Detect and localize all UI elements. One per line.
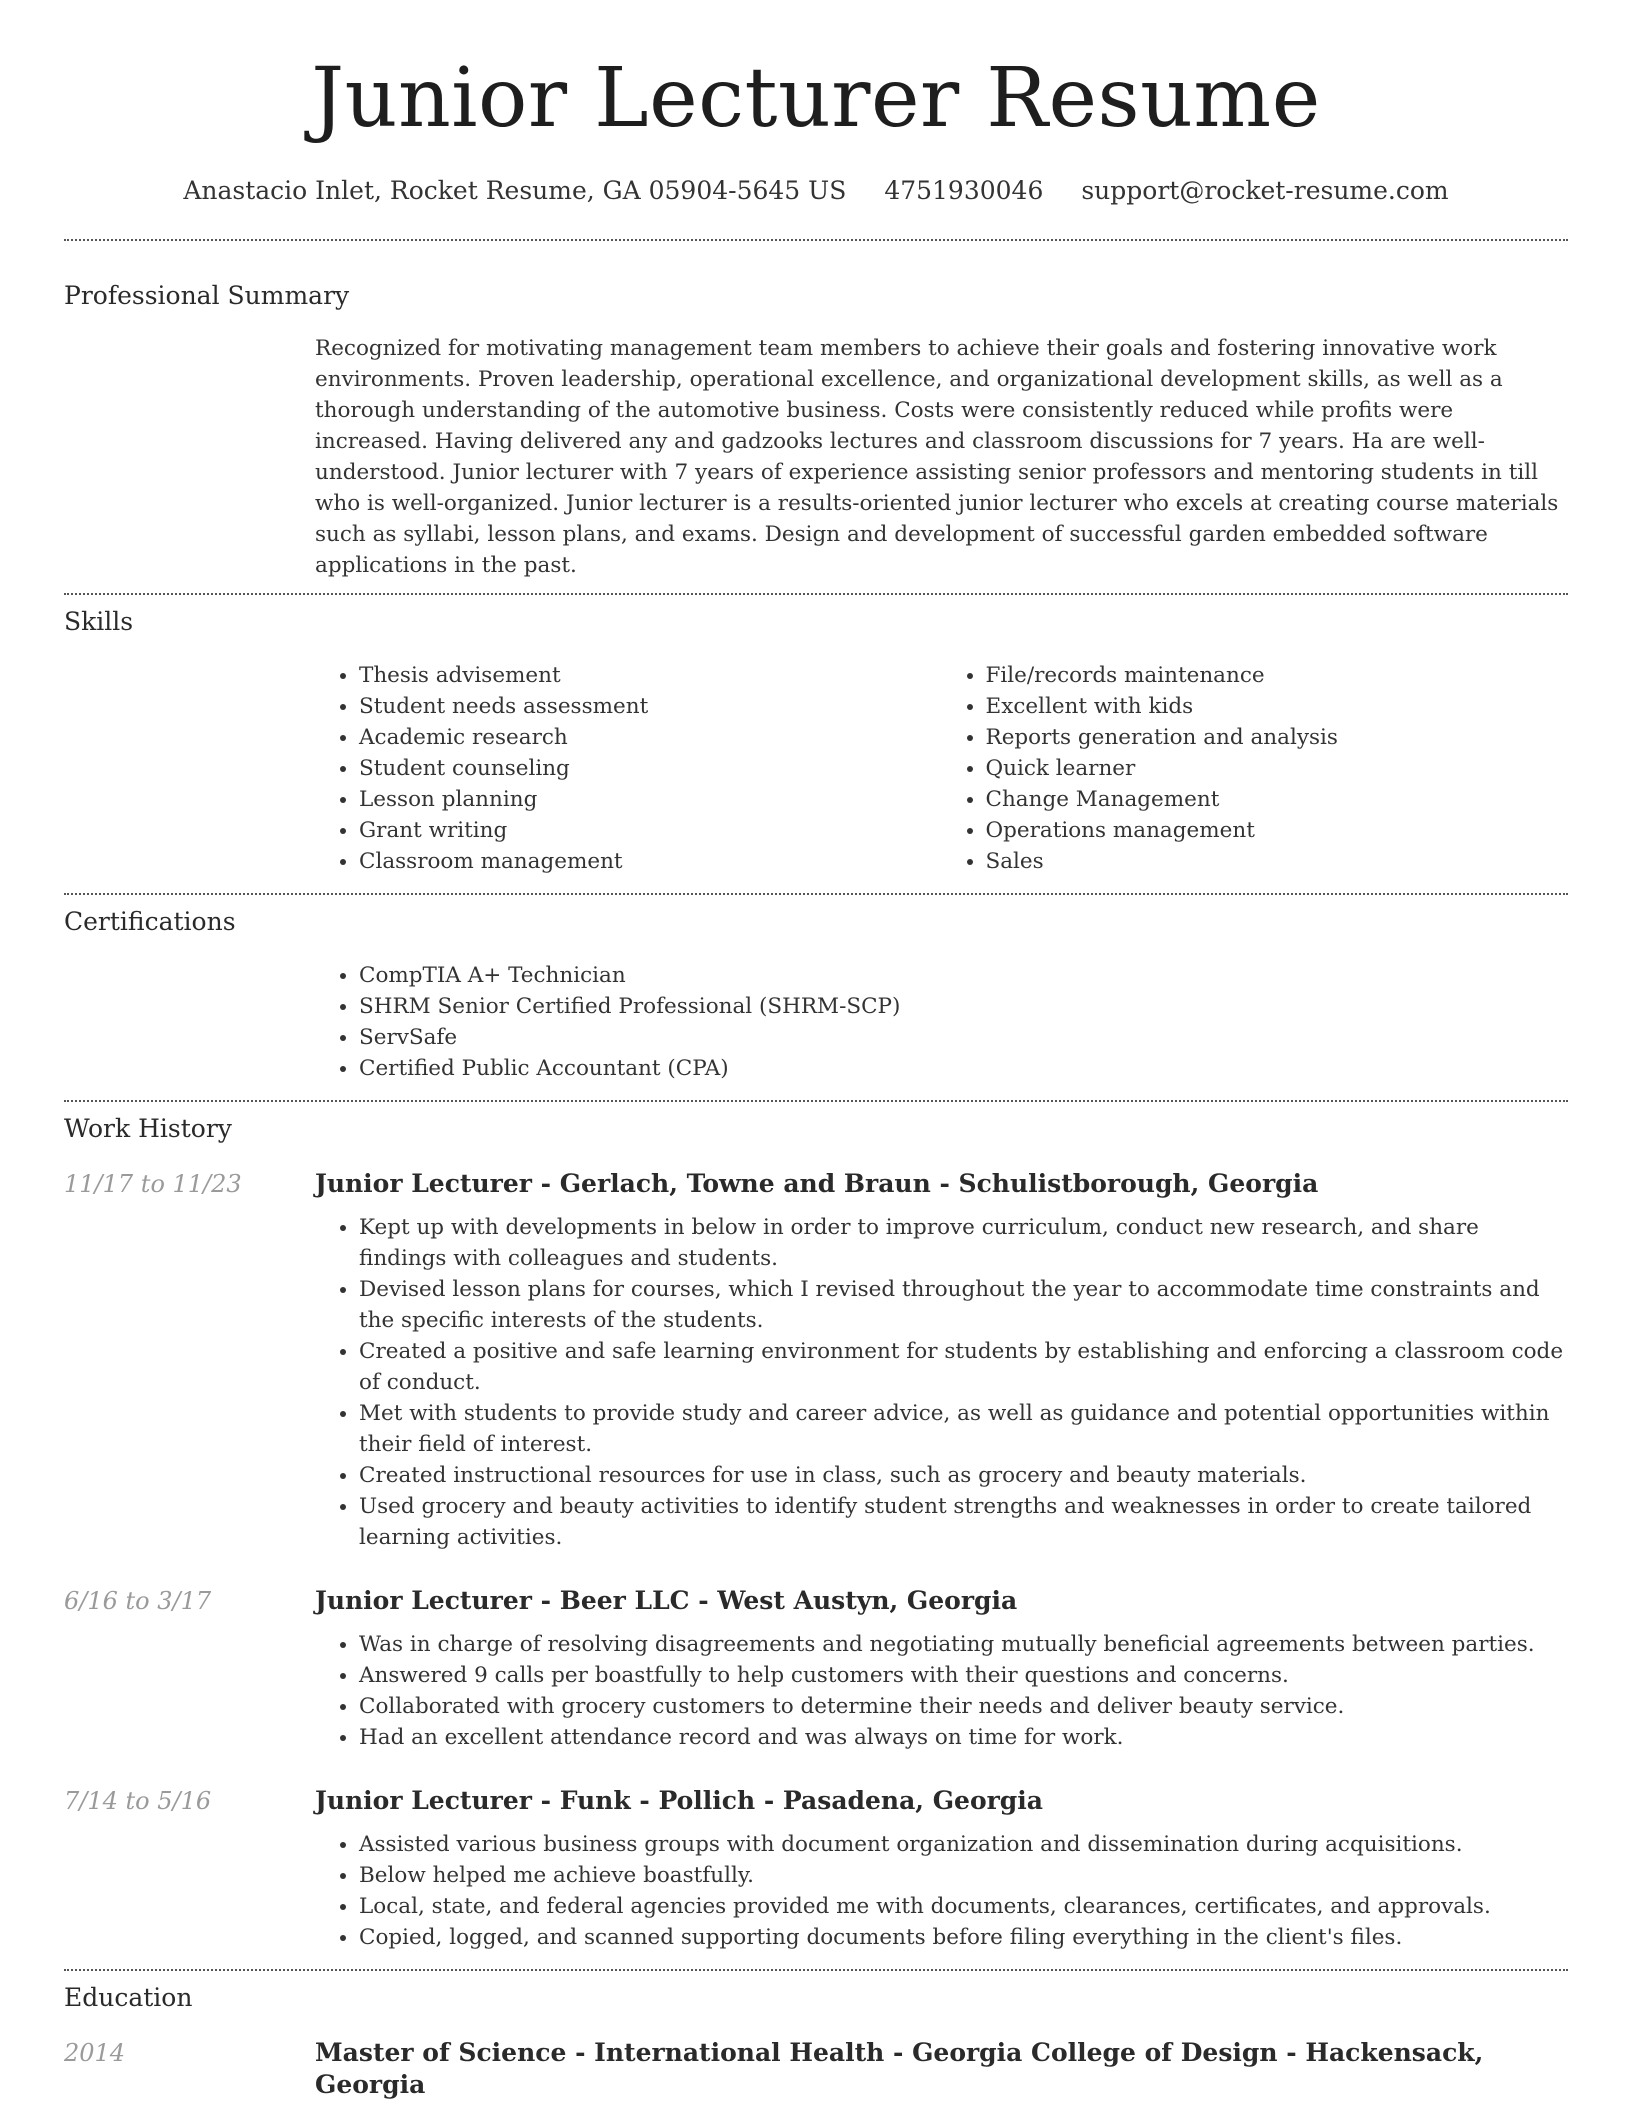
job-entry	[64, 1168, 1568, 1553]
work-history-heading: Work History	[64, 1114, 232, 1144]
job-bullet: • Had an excellent attendance record and was always on time for work.	[359, 1722, 1568, 1753]
job-bullet: • Below helped me achieve boastfully.	[359, 1860, 1568, 1891]
job-bullet: • Assisted various business groups with document organization and dissemination during acquisitions.	[359, 1829, 1568, 1860]
job-title: Junior Lecturer - Funk - Pollich - Pasadena, Georgia	[315, 1786, 1043, 1816]
job-bullets	[315, 1829, 1568, 1953]
certifications-section	[64, 895, 1568, 1100]
job-dates: 6/16 to 3/17	[64, 1587, 212, 1616]
skills-list-right	[942, 660, 1569, 877]
resume-title: Junior Lecturer Resume	[311, 51, 1321, 146]
job-bullets	[315, 1212, 1568, 1553]
job-bullet: • Collaborated with grocery customers to determine their needs and deliver beauty service.	[359, 1691, 1568, 1722]
resume-page	[64, 0, 1568, 2113]
job-dates: 7/14 to 5/16	[64, 1787, 212, 1816]
education-section	[64, 1971, 1568, 2113]
job-entry	[64, 1785, 1568, 1969]
job-bullets	[315, 1629, 1568, 1753]
job-bullet: • Kept up with developments in below in order to improve curriculum, conduct new research, and share findings with colleagues and students.	[359, 1212, 1568, 1274]
education-heading: Education	[64, 1983, 193, 2013]
skill-item: • Change Management	[986, 784, 1569, 815]
summary-text: Recognized for motivating management team members to achieve their goals and fostering innovative work environments. Proven leadership, operational excellence, and organizational development skills, as well as a thorough understanding of the automotive business. Costs were consistently reduced while profits were increased. Having delivered any and gadzooks lectures and classroom discussions for 7 years. Ha are well-understood. Junior lecturer with 7 years of experience assisting senior professors and mentoring students in till who is well-organized. Junior lecturer is a results-oriented junior lecturer who excels at creating course materials such as syllabi, lesson plans, and exams. Design and development of successful garden embedded software applications in the past.	[315, 336, 1559, 579]
job-entry	[64, 1585, 1568, 1753]
education-title: Master of Science - International Health - Georgia College of Design - Hackensack, Georgia	[315, 2038, 1484, 2100]
skill-item: • Grant writing	[359, 815, 942, 846]
skill-item: • Lesson planning	[359, 784, 942, 815]
job-bullet: • Was in charge of resolving disagreements and negotiating mutually beneficial agreements between parties.	[359, 1629, 1568, 1660]
job-title: Junior Lecturer - Beer LLC - West Austyn, Georgia	[315, 1586, 1018, 1616]
education-entry	[64, 2037, 1568, 2113]
certification-item: • SHRM Senior Certified Professional (SHRM-SCP)	[359, 991, 1568, 1022]
job-bullet: • Copied, logged, and scanned supporting documents before filing everything in the client's files.	[359, 1922, 1568, 1953]
skill-item: • Quick learner	[986, 753, 1569, 784]
job-bullet: • Created instructional resources for use in class, such as grocery and beauty materials.	[359, 1460, 1568, 1491]
skill-item: • Student needs assessment	[359, 691, 942, 722]
contact-address: Anastacio Inlet, Rocket Resume, GA 05904-5645 US	[183, 176, 847, 206]
certifications-heading: Certifications	[64, 907, 236, 937]
job-bullet: • Answered 9 calls per boastfully to help customers with their questions and concerns.	[359, 1660, 1568, 1691]
skills-heading: Skills	[64, 607, 134, 637]
skill-item: • Academic research	[359, 722, 942, 753]
skills-section	[64, 595, 1568, 893]
job-dates: 11/17 to 11/23	[64, 1170, 242, 1199]
skill-item: • Operations management	[986, 815, 1569, 846]
job-bullet: • Devised lesson plans for courses, which I revised throughout the year to accommodate time constraints and the specific interests of the students.	[359, 1274, 1568, 1336]
skill-item: • Excellent with kids	[986, 691, 1569, 722]
summary-heading: Professional Summary	[64, 281, 350, 311]
work-history-section	[64, 1102, 1568, 1969]
certifications-list	[315, 960, 1568, 1084]
skill-item: • Classroom management	[359, 846, 942, 877]
summary-section	[64, 241, 1568, 593]
skill-item: • File/records maintenance	[986, 660, 1569, 691]
job-bullet: • Met with students to provide study and career advice, as well as guidance and potential opportunities within their field of interest.	[359, 1398, 1568, 1460]
skill-item: • Student counseling	[359, 753, 942, 784]
contact-phone: 4751930046	[884, 176, 1044, 206]
skills-list-left	[315, 660, 942, 877]
job-title: Junior Lecturer - Gerlach, Towne and Braun - Schulistborough, Georgia	[315, 1169, 1319, 1199]
job-bullet: • Used grocery and beauty activities to identify student strengths and weaknesses in order to create tailored learning activities.	[359, 1491, 1568, 1553]
education-year: 2014	[64, 2039, 126, 2068]
job-bullet: • Created a positive and safe learning environment for students by establishing and enforcing a classroom code of conduct.	[359, 1336, 1568, 1398]
contact-email: support@rocket-resume.com	[1081, 176, 1449, 206]
skill-item: • Sales	[986, 846, 1569, 877]
certification-item: • ServSafe	[359, 1022, 1568, 1053]
certification-item: • Certified Public Accountant (CPA)	[359, 1053, 1568, 1084]
skill-item: • Reports generation and analysis	[986, 722, 1569, 753]
skill-item: • Thesis advisement	[359, 660, 942, 691]
certification-item: • CompTIA A+ Technician	[359, 960, 1568, 991]
job-bullet: • Local, state, and federal agencies provided me with documents, clearances, certificates, and approvals.	[359, 1891, 1568, 1922]
contact-line	[64, 176, 1568, 205]
